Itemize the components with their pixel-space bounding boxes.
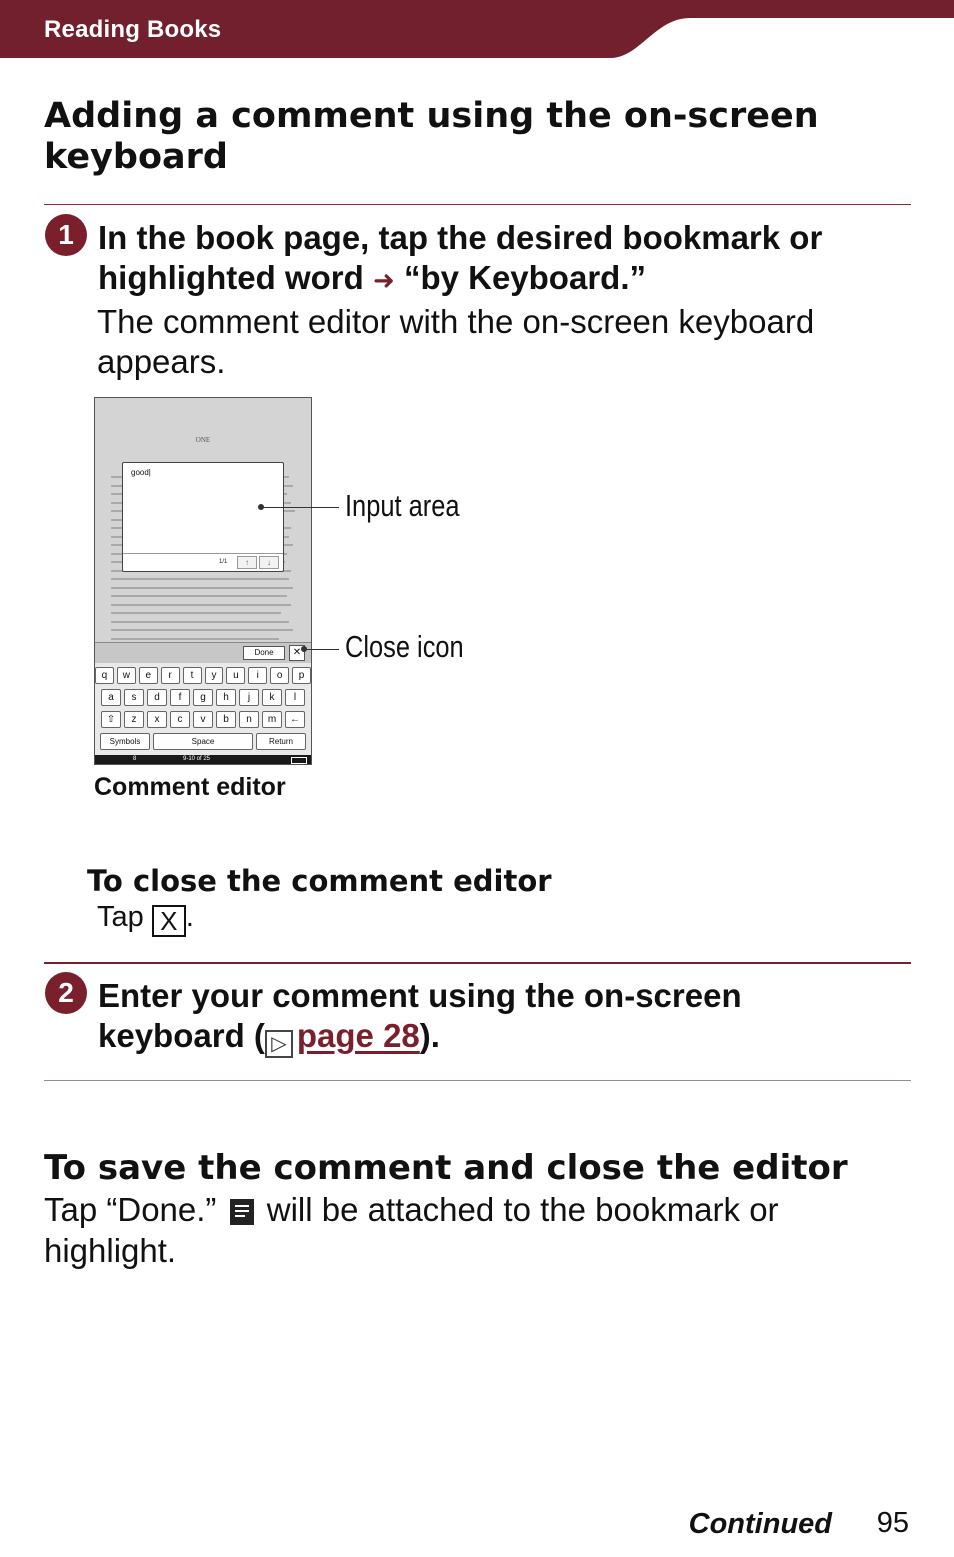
- key-1-4[interactable]: g: [193, 689, 213, 706]
- page-title: Adding a comment using the on-screen keyboard: [44, 96, 819, 177]
- close-editor-heading: To close the comment editor: [87, 864, 552, 898]
- key-2-8[interactable]: ←: [285, 711, 305, 728]
- book-text-line: [111, 638, 279, 640]
- book-text-line: [111, 621, 289, 623]
- book-text-line: [111, 587, 293, 589]
- close-icon[interactable]: ✕: [289, 645, 305, 661]
- callout-line-close: [304, 649, 339, 650]
- on-screen-keyboard: [95, 663, 311, 755]
- key-0-3[interactable]: r: [161, 667, 180, 684]
- keyboard-row-2: [95, 689, 311, 706]
- close-x-icon: X: [152, 905, 186, 937]
- step-2-instruction: Enter your comment using the on-screen keyboard ( ▷ page 28).: [98, 976, 858, 1058]
- key-2-7[interactable]: m: [262, 711, 282, 728]
- input-area[interactable]: [122, 462, 284, 572]
- keyboard-row-1: [95, 667, 311, 684]
- chapter-heading: ONE: [195, 436, 211, 444]
- key-1-6[interactable]: j: [239, 689, 259, 706]
- key-2-6[interactable]: n: [239, 711, 259, 728]
- key-1-7[interactable]: k: [262, 689, 282, 706]
- book-text-line: [111, 612, 281, 614]
- key-1-2[interactable]: d: [147, 689, 167, 706]
- key-2-1[interactable]: z: [124, 711, 144, 728]
- key-0-5[interactable]: y: [205, 667, 224, 684]
- close-editor-instruction: Tap X .: [97, 901, 194, 936]
- done-bar: [95, 642, 311, 663]
- key-1-0[interactable]: a: [101, 689, 121, 706]
- status-range: 9-10 of 25: [183, 756, 211, 762]
- key-2-5[interactable]: b: [216, 711, 236, 728]
- return-key[interactable]: Return: [256, 733, 306, 750]
- key-0-6[interactable]: u: [226, 667, 245, 684]
- key-2-4[interactable]: v: [193, 711, 213, 728]
- step-1-result: The comment editor with the on-screen keyboard appears.: [97, 303, 815, 380]
- book-text-line: [111, 595, 287, 597]
- step-number-2: 2: [45, 972, 87, 1014]
- key-1-1[interactable]: s: [124, 689, 144, 706]
- arrow-down-icon[interactable]: ↓: [259, 556, 279, 569]
- key-2-2[interactable]: x: [147, 711, 167, 728]
- key-0-0[interactable]: q: [95, 667, 114, 684]
- arrow-up-icon[interactable]: ↑: [237, 556, 257, 569]
- status-bar: [95, 755, 311, 764]
- keyboard-row-4: [95, 733, 311, 750]
- continued-label: Continued: [688, 1508, 832, 1540]
- space-key[interactable]: Space: [153, 733, 253, 750]
- step-1-instruction-part2: “by Keyboard.”: [403, 259, 646, 296]
- book-text-line: [111, 629, 293, 631]
- divider: [44, 962, 911, 964]
- callout-close-icon: Close icon: [345, 629, 464, 664]
- battery-icon: [291, 757, 307, 764]
- book-text-line: [111, 604, 291, 606]
- save-editor-instruction: Tap “Done.” will be attached to the bookmark or highlight.: [44, 1191, 779, 1269]
- page-counter: 1/1: [219, 559, 228, 565]
- comment-note-icon: [230, 1199, 254, 1225]
- page-number: 95: [876, 1507, 909, 1539]
- page-reference-icon: ▷: [265, 1030, 293, 1058]
- comment-editor-screenshot: [94, 397, 312, 765]
- key-0-8[interactable]: o: [270, 667, 289, 684]
- key-2-3[interactable]: c: [170, 711, 190, 728]
- key-1-3[interactable]: f: [170, 689, 190, 706]
- divider: [44, 204, 911, 205]
- key-0-7[interactable]: i: [248, 667, 267, 684]
- callout-line-input: [261, 507, 339, 508]
- symbols-key[interactable]: Symbols: [100, 733, 150, 750]
- arrow-right-icon: ➜: [372, 265, 395, 295]
- key-0-4[interactable]: t: [183, 667, 202, 684]
- figure-caption: Comment editor: [94, 773, 286, 801]
- key-1-8[interactable]: l: [285, 689, 305, 706]
- key-0-9[interactable]: p: [292, 667, 311, 684]
- key-2-0[interactable]: ⇧: [101, 711, 121, 728]
- done-button[interactable]: Done: [243, 646, 285, 660]
- keyboard-row-3: [95, 711, 311, 728]
- input-divider: [123, 553, 283, 554]
- input-text: good|: [131, 468, 151, 477]
- key-0-2[interactable]: e: [139, 667, 158, 684]
- step-number-1: 1: [45, 214, 87, 256]
- key-1-5[interactable]: h: [216, 689, 236, 706]
- book-text-line: [111, 578, 289, 580]
- page-28-link[interactable]: page 28: [296, 1017, 420, 1054]
- callout-input-area: Input area: [345, 488, 460, 523]
- step-1-instruction: [98, 218, 898, 300]
- step-1-instruction-part1: In the book page, tap the desired bookmark or highlighted word: [98, 219, 823, 296]
- status-page: 8: [133, 756, 137, 762]
- save-editor-heading: To save the comment and close the editor: [44, 1148, 848, 1188]
- section-title: Reading Books: [44, 16, 222, 43]
- divider: [44, 1080, 911, 1081]
- key-0-1[interactable]: w: [117, 667, 136, 684]
